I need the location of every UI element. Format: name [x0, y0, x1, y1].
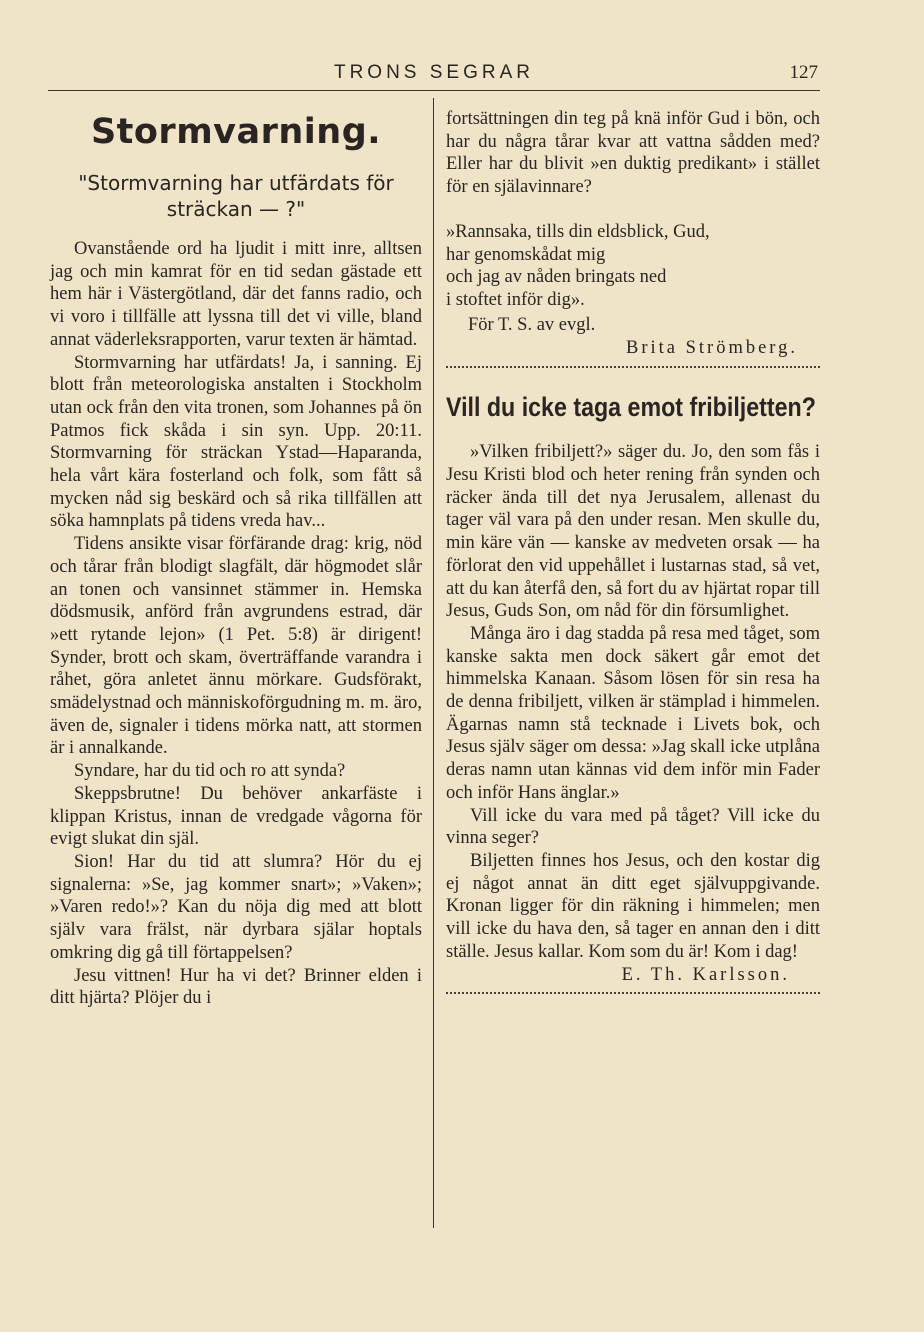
poem: [446, 221, 820, 312]
article-subtitle: [50, 170, 422, 222]
poem-line-4: i stoftet inför dig».: [446, 289, 585, 310]
poem-line-3: och jag av nåden bringats ned: [446, 267, 667, 288]
left-column: [50, 108, 422, 1010]
subtitle-line-2: sträckan — ?": [166, 197, 306, 221]
spacer: [446, 199, 820, 221]
article2-paragraph-3: Vill icke du vara med på tåget? Vill icke du vinna seger?: [446, 805, 820, 849]
poem-author: Brita Strömberg.: [625, 338, 798, 359]
page-header: [48, 60, 820, 91]
article2-title: Vill du icke taga emot fribiljetten?: [446, 392, 816, 423]
paragraph-4: Syndare, har du tid och ro att synda?: [74, 761, 346, 782]
article2-paragraph-1: »Vilken fribiljett?» säger du. Jo, den som fås i Jesu Kristi blod och heter rening från synden och räcker ända till det nya Jerusalem, allenast du tager väl vara på den under resan. Men skulle du, min käre vän — kanske av medveten orsak — ha förlorat den vid uppehållet i lustarnas stad, så vet, att du kan återfå den, så fort du av hjärtat ropar till Jesus, Guds Son, om nåd för din försumlighet.: [446, 442, 820, 622]
article2-author: E. Th. Karlsson.: [621, 964, 790, 985]
continuation-paragraph: fortsättningen din teg på knä inför Gud i bön, och har du några tårar kvar att vattna sådden med? Eller har du blivit »en duktig predikant» i stället för en själavinnare?: [446, 109, 820, 198]
poem-line-1: »Rannsaka, tills din eldsblick, Gud,: [446, 221, 710, 242]
poem-line-2: har genomskådat mig: [446, 244, 606, 265]
poem-organization: För T. S. av evgl.: [468, 314, 596, 335]
article-title: Stormvarning.: [90, 112, 382, 152]
paragraph-3: Tidens ansikte visar förfärande drag: krig, nöd och tårar från blodigt slagfält, där högmodet slår an tonen och vansinnet stämmer in. Hemska dödsmusik, anförd från avgrundens estrad, där »ett rytande lejon» (1 Pet. 5:8) är dirigent! Synder, brott och skam, överträffande varandra i råhet, göra anletet ännu mörkare. Gudsförakt, smädelystnad och människoförgudning m. m. äro, även de, signaler i tidens mörka natt, att stormen är i annalkande.: [50, 534, 422, 759]
dotted-separator: [446, 366, 820, 368]
right-column: [446, 108, 820, 994]
article2-paragraph-4: Biljetten finnes hos Jesus, och den kostar dig ej något annat än ditt eget självuppgivande. Kronan ligger för din räkning i himmelen; men vill icke du hava den, så tager en annan den i ditt ställe. Jesus kallar. Kom som du är! Kom i dag!: [446, 850, 820, 962]
paragraph-6: Sion! Har du tid att slumra? Hör du ej signalerna: »Se, jag kommer snart»; »Vaken»; »Varen redo!»? Kan du nöja dig med att blott själv vara frälst, när dyrbara själar hoptals omkring dig gå till förtappelsen?: [50, 851, 422, 963]
column-divider: [433, 98, 434, 1228]
paragraph-1: Ovanstående ord ha ljudit i mitt inre, alltsen jag och min kamrat för en tid sedan gästade ett hem här i Västergötland, där det fanns radio, och vi voro i tillfälle att lyssna till det vi ville, bland annat väderleksrapporten, varur texten är hämtad.: [50, 239, 422, 350]
page-number: 127: [789, 62, 818, 83]
subtitle-line-1: "Stormvarning har utfärdats för: [78, 171, 394, 195]
running-title: TRONS SEGRAR: [333, 62, 535, 83]
paragraph-5: Skeppsbrutne! Du behöver ankarfäste i klippan Kristus, innan de vredgade vågorna för evigt slukat din själ.: [50, 783, 422, 850]
paragraph-7: Jesu vittnen! Hur ha vi det? Brinner elden i ditt hjärta? Plöjer du i: [50, 965, 422, 1009]
dotted-separator-bottom: [446, 992, 820, 994]
article2-paragraph-2: Många äro i dag stadda på resa med tåget, som kanske sakta men dock säkert går emot det himmelska Kanaan. Såsom lösen för sin resa ha de denna fribiljett, vilken är stämplad i himmelen. Ägarnas namn stå tecknade i Livets bok, och Jesus själv säger om dessa: »Jag skall icke utplåna deras namn utan kännas vid dem inför min Fader och inför Hans änglar.»: [446, 623, 820, 803]
paragraph-2: Stormvarning har utfärdats! Ja, i sanning. Ej blott från meteorologiska anstalten i Stockholm utan ock från den vita tronen, som Johannes på ön Patmos fick skåda i sin syn. Upp. 20:11. Stormvarning för sträckan Ystad—Haparanda, hela vårt kära fosterland och folk, som fått så mycken nåd sig beskärd och så rika tillfällen att söka hamnplats på tidens vreda hav...: [50, 352, 422, 532]
